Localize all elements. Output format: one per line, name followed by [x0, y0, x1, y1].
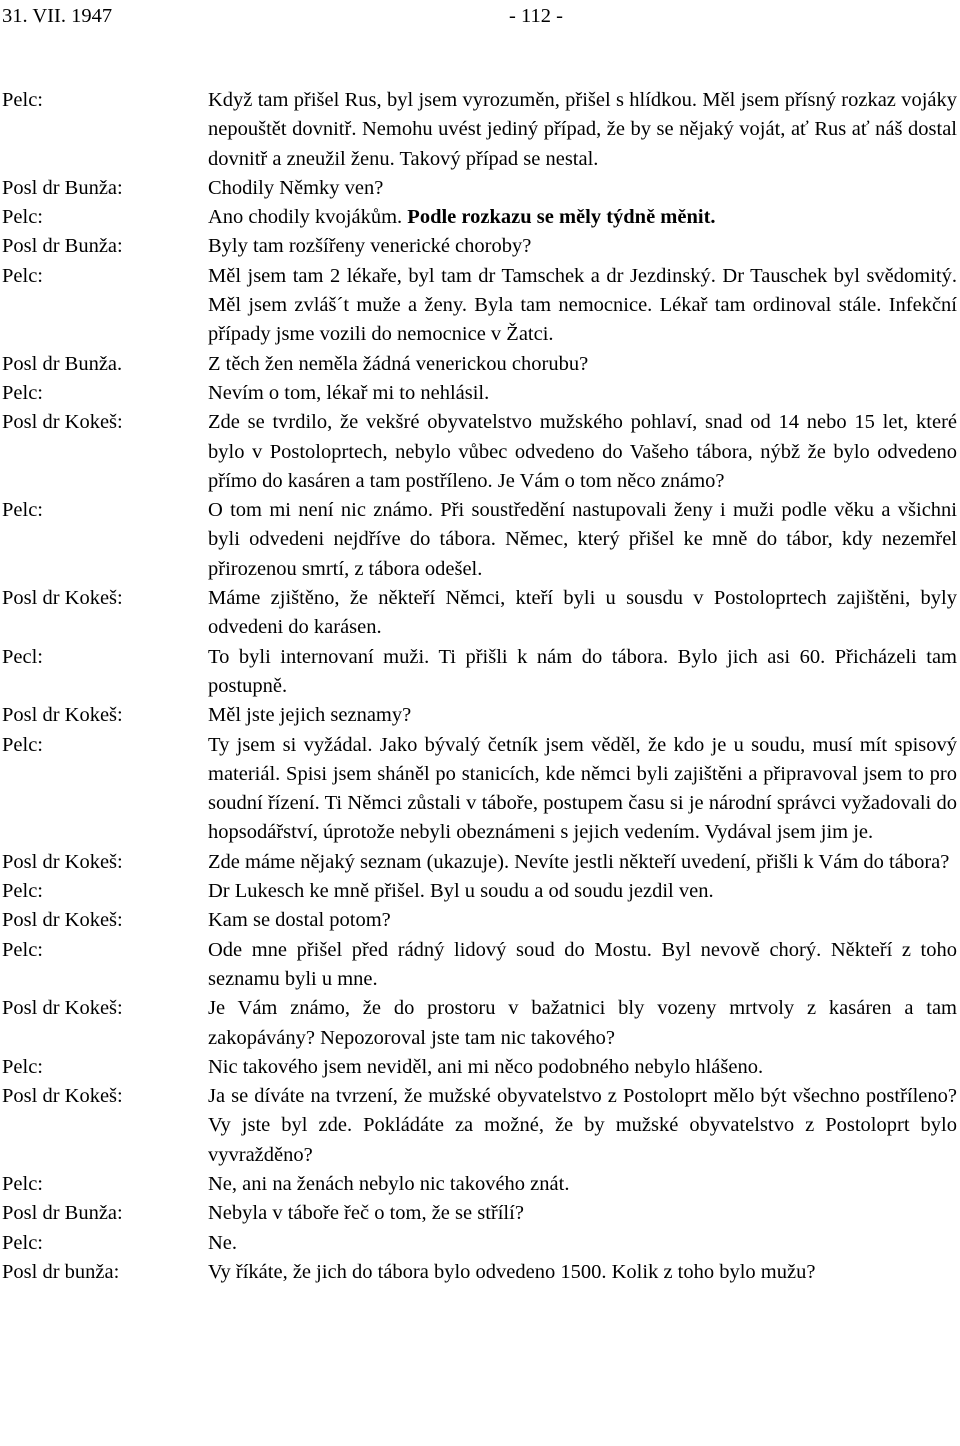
speaker-label: Posl dr Kokeš:: [2, 850, 123, 873]
transcript-entry: [2, 701, 957, 730]
transcript-entry: [2, 262, 957, 350]
transcript-entry: [2, 848, 957, 877]
transcript-entry: [2, 994, 957, 1053]
utterance-body: Kam se dostal potom?: [208, 909, 391, 932]
utterance-body: Nevím o tom, lékař mi to nehlásil.: [208, 381, 490, 404]
transcript-entry: [2, 1170, 957, 1199]
utterance-body: Vy říkáte, že jich do tábora bylo odvedeno 1500. Kolik z toho bylo mužu?: [208, 1260, 816, 1283]
page-number: - 112 -: [509, 5, 563, 27]
utterance-text: [208, 408, 957, 496]
utterance-body: Chodily Němky ven?: [208, 176, 384, 199]
page-header: [2, 2, 958, 32]
utterance-text: [208, 848, 957, 877]
utterance-body: Nic takového jsem neviděl, ani mi něco podobného nebylo hlášeno.: [208, 1055, 764, 1078]
utterance-text: [208, 1258, 957, 1287]
utterance-body: O tom mi není nic známo. Při soustředění nastupovali ženy i muži podle věku a všichni byli odvedeni nejdříve do tábora. Němec, který přišel ke mně do tábor, kdy nezemřel přirozenou smrtí, z tábora odešel.: [208, 499, 957, 580]
speaker-label: Pelc:: [2, 1055, 43, 1078]
transcript-entry: [2, 232, 957, 261]
utterance-body: To byli internovaní muži. Ti přišli k nám do tábora. Bylo jich asi 60. Přicházeli tam postupně.: [208, 645, 957, 697]
utterance-body: Dr Lukesch ke mně přišel. Byl u soudu a od soudu jezdil ven.: [208, 880, 714, 903]
utterance-body: Ja se díváte na tvrzení, že mužské obyvatelstvo z Postoloprt mělo být všechno postříleno? Vy jste byl zde. Pokládáte za možné, že by mužské obyvatelstvo z Postoloprt bylo vyvražděno?: [208, 1085, 957, 1166]
speaker-label: Posl dr Bunža.: [2, 352, 123, 375]
transcript-entry: [2, 86, 957, 174]
utterance-body: Zde se tvrdilo, že vekšré obyvatelstvo mužského pohlaví, snad od 14 nebo 15 let, které bylo v Postoloprtech, nebylo vůbec odvedeno do Vašeho tábora, nýbž že bylo odvedeno přímo do kasáren a tam postříleno. Je Vám o tom něco známo?: [208, 411, 957, 492]
transcript: [2, 86, 957, 1287]
utterance-text: [208, 232, 957, 261]
utterance-body: Zde máme nějaký seznam (ukazuje). Nevíte jestli někteří uvedení, přišli k Vám do tábora?: [208, 850, 950, 873]
utterance-body: Ode mne přišel před rádný lidový soud do Mostu. Byl nevově chorý. Někteří z toho seznamu byli u mne.: [208, 938, 957, 990]
speaker-label: Posl dr Bunža:: [2, 235, 123, 258]
utterance-text: [208, 643, 957, 702]
speaker-label: Posl dr Kokeš:: [2, 587, 123, 610]
utterance-text: [208, 350, 957, 379]
utterance-text: [208, 1199, 957, 1228]
speaker-label: Pelc:: [2, 381, 43, 404]
utterance-text: [208, 877, 957, 906]
speaker-label: Pelc:: [2, 880, 43, 903]
transcript-entry: [2, 203, 957, 232]
speaker-label: Pelc:: [2, 499, 43, 522]
utterance-body: Ty jsem si vyžádal. Jako bývalý četník jsem věděl, že kdo je u soudu, musí mít spisový materiál. Spisi jsem sháněl po stanicích, kde němci byli zajištěni a připravoval jsem to pro soudní řízení. Ti Němci zůstali v táboře, postupem času si je národní správci vyžadovali do hopsodářství, úprotože nebyli obeznámeni s jejich vedením. Vydával jsem jim je.: [208, 733, 957, 844]
utterance-body: Byly tam rozšířeny venerické choroby?: [208, 235, 532, 258]
utterance-body: Měl jste jejich seznamy?: [208, 704, 412, 727]
transcript-entry: [2, 584, 957, 643]
utterance-text: [208, 262, 957, 350]
transcript-entry: [2, 1199, 957, 1228]
speaker-label: Posl dr Kokeš:: [2, 411, 123, 434]
speaker-label: Pecl:: [2, 645, 43, 668]
transcript-entry: [2, 936, 957, 995]
transcript-entry: [2, 1053, 957, 1082]
transcript-entry: [2, 643, 957, 702]
utterance-text: [208, 1082, 957, 1170]
speaker-label: Posl dr Kokeš:: [2, 909, 123, 932]
transcript-entry: [2, 379, 957, 408]
speaker-label: Posl dr Kokeš:: [2, 704, 123, 727]
speaker-label: Pelc:: [2, 206, 43, 229]
transcript-entry: [2, 731, 957, 848]
utterance-body: Ne.: [208, 1231, 238, 1254]
utterance-text: [208, 86, 957, 174]
utterance-text: [208, 994, 957, 1053]
transcript-entry: [2, 496, 957, 584]
transcript-entry: [2, 1258, 957, 1287]
speaker-label: Posl dr Kokeš:: [2, 997, 123, 1020]
utterance-text: [208, 496, 957, 584]
speaker-label: Posl dr Kokeš:: [2, 1085, 123, 1108]
transcript-entry: [2, 1229, 957, 1258]
utterance-body: Měl jsem tam 2 lékaře, byl tam dr Tamschek a dr Jezdinský. Dr Tauschek byl svědomitý. Měl jsem zvláš´t muže a ženy. Byla tam nemocnice. Lékař tam ordinoval stále. Infekční případy jsme vozili do nemocnice v Žatci.: [208, 264, 957, 346]
utterance-text: [208, 701, 957, 730]
speaker-label: Posl dr Bunža:: [2, 1202, 123, 1225]
utterance-text: [208, 203, 957, 232]
utterance-text: [208, 936, 957, 995]
utterance-body: Když tam přišel Rus, byl jsem vyrozuměn, přišel s hlídkou. Měl jsem přísný rozkaz vojáky nepouštět dovnitř. Nemohu uvést jediný případ, že by se nějaký voját, ať Rus ať náš dostal dovnitř a zneužil ženu. Takový případ se nestal.: [208, 89, 957, 170]
speaker-label: Pelc:: [2, 938, 43, 961]
speaker-label: Pelc:: [2, 1231, 43, 1254]
utterance-text: [208, 731, 957, 848]
utterance-body: Máme zjištěno, že někteří Němci, kteří byli u sousdu v Postoloprtech zajištěni, byly odvedeni do karásen.: [208, 587, 957, 639]
utterance-body: Nebyla v táboře řeč o tom, že se střílí?: [208, 1202, 524, 1225]
utterance-emphasis: Podle rozkazu se měly týdně měnit.: [402, 206, 716, 229]
utterance-text: [208, 379, 957, 408]
utterance-text: [208, 174, 957, 203]
utterance-text: [208, 584, 957, 643]
utterance-body: Ano chodily kvojákům.: [208, 206, 403, 229]
utterance-body: Ne, ani na ženách nebylo nic takového znát.: [208, 1172, 570, 1195]
speaker-label: Pelc:: [2, 89, 43, 111]
document-date: 31. VII. 1947: [2, 5, 113, 27]
transcript-entry: [2, 174, 957, 203]
speaker-label: Pelc:: [2, 264, 43, 287]
utterance-body: Z těch žen neměla žádná venerickou chorubu?: [208, 352, 589, 375]
speaker-label: Pelc:: [2, 1172, 43, 1195]
transcript-entry: [2, 350, 957, 379]
transcript-entry: [2, 1082, 957, 1170]
utterance-text: [208, 906, 957, 935]
utterance-text: [208, 1170, 957, 1199]
utterance-text: [208, 1053, 957, 1082]
speaker-label: Posl dr bunža:: [2, 1260, 120, 1283]
utterance-text: [208, 1229, 957, 1258]
transcript-entry: [2, 408, 957, 496]
transcript-entry: [2, 906, 957, 935]
utterance-body: Je Vám známo, že do prostoru v bažatnici bly vozeny mrtvoly z kasáren a tam zakopávány? Nepozoroval jste tam nic takového?: [208, 997, 957, 1049]
transcript-entry: [2, 877, 957, 906]
speaker-label: Posl dr Bunža:: [2, 176, 123, 199]
speaker-label: Pelc:: [2, 733, 43, 756]
